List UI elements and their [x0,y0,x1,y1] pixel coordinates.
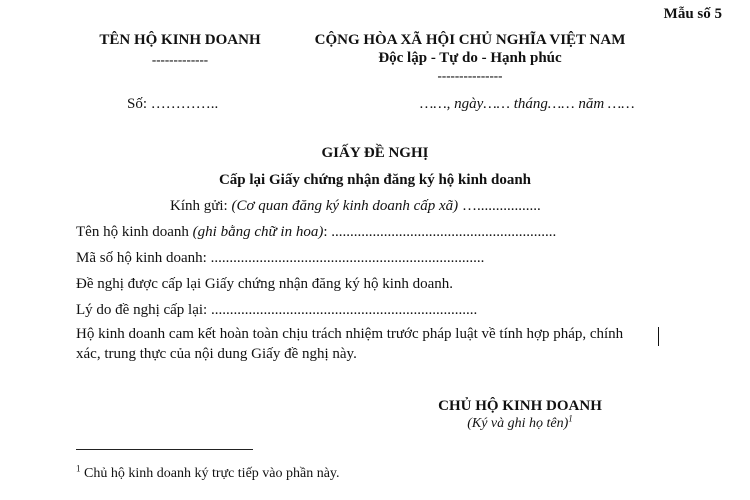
addressee-label: Kính gửi: [170,198,232,214]
request-statement: Đề nghị được cấp lại Giấy chứng nhận đăng ký hộ kinh doanh. [76,276,454,292]
commitment-line-1: Hộ kinh doanh cam kết hoàn toàn chịu trách nhiệm trước pháp luật về tính hợp pháp, chính [76,326,624,342]
reason-field: Lý do đề nghị cấp lại: ....................................................................... [76,302,478,318]
footnote-mark: 1 [76,463,81,474]
commitment-line-2: xác, trung thực của nội dung Giấy đề nghị này. [76,346,357,362]
footnote [76,463,340,482]
nation-header: CỘNG HÒA XÃ HỘI CHỦ NGHĨA VIỆT NAM [314,32,626,48]
addressee-dots: …................. [458,198,541,214]
right-header-underline: --------------- [437,68,503,83]
signature-title: CHỦ HỘ KINH DOANH [438,398,602,414]
business-name-dots: : ............................................................ [323,224,557,240]
addressee-hint: (Cơ quan đăng ký kinh doanh cấp xã) [231,198,459,214]
motto: Độc lập - Tự do - Hạnh phúc [378,50,562,66]
signature-note [400,413,640,432]
document-subtitle: Cấp lại Giấy chứng nhận đăng ký hộ kinh doanh [218,172,532,188]
text-cursor [658,327,659,346]
date-line: ……, ngày…… tháng…… năm …… [420,96,635,112]
document-number: Số: ………….. [127,96,219,112]
document-title: GIẤY ĐỀ NGHỊ [321,145,429,161]
business-code-field: Mã số hộ kinh doanh: ......................................................................... [76,250,485,266]
business-name-header: TÊN HỘ KINH DOANH [99,32,261,48]
form-number: Mẫu số 5 [663,6,722,22]
signature-footnote-mark: 1 [568,413,573,424]
business-name-hint: (ghi bằng chữ in hoa) [192,224,324,240]
addressee-line [170,198,541,215]
left-header-underline: ------------- [151,52,209,67]
business-name-field [76,224,556,241]
footnote-text: Chủ hộ kinh doanh ký trực tiếp vào phần này. [80,466,340,481]
footnote-separator [76,449,253,450]
signature-note-text: (Ký và ghi họ tên) [467,416,569,431]
business-name-label: Tên hộ kinh doanh [76,224,193,240]
